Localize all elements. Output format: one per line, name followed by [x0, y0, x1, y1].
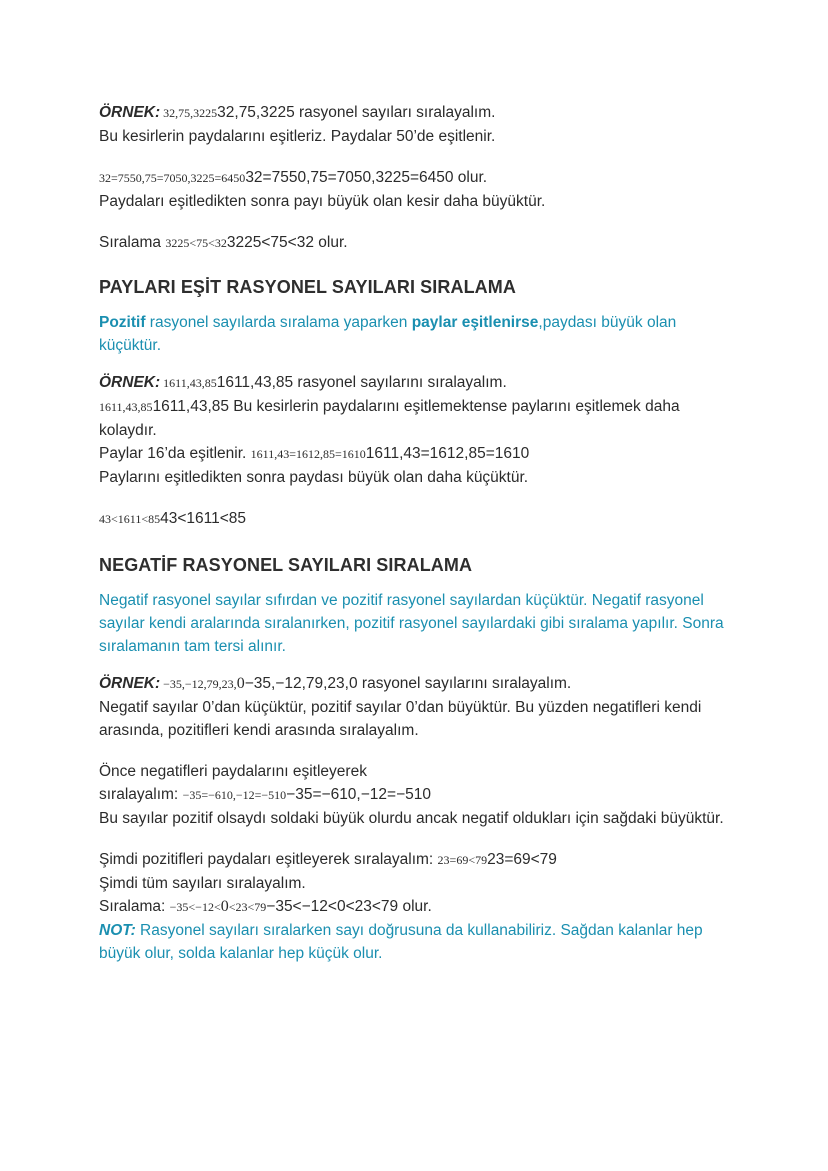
text: 3225<75<32 olur.	[226, 234, 348, 251]
rule-text-2: Negatif rasyonel sayılar sıfırdan ve pozitif rasyonel sayılardan küçüktür. Negatif rasyonel sayılar kendi aralarında sıralanırken, pozitif rasyonel sayılardaki gibi sıralama yapılır. Sonra sıralamanın tam tersi alınır.	[99, 592, 724, 655]
math-inline: 1611,43,85	[99, 400, 153, 414]
math-inline: 0	[236, 675, 245, 692]
example-label: ÖRNEK:	[99, 374, 161, 391]
example-2-line-4: Paylarını eşitledikten sonra paydası büyük olan daha küçüktür.	[99, 469, 529, 486]
example-1-line-1	[99, 101, 739, 125]
bold-term: paylar eşitlenirse	[411, 314, 539, 331]
example-1-line-4: Paydaları eşitledikten sonra payı büyük olan kesir daha büyüktür.	[99, 193, 546, 210]
example-3-line-2: Negatif sayılar 0’dan küçüktür, pozitif sayılar 0’dan büyüktür. Bu yüzden negatifleri kendi arasında, pozitifleri kendi arasında sıralayalım.	[99, 699, 702, 739]
example-2-line-1	[99, 371, 739, 395]
text: 32=7550,75=7050,3225=6450 olur.	[245, 169, 488, 186]
example-1-line-2: Bu kesirlerin paydalarını eşitleriz. Paydalar 50’de eşitlenir.	[99, 128, 496, 145]
text: Rasyonel sayıları sıralarken sayı doğrusuna da kullanabiliriz. Sağdan kalanlar hep büyük olur, solda kalanlar hep küçük olur.	[99, 922, 703, 962]
note-label: NOT:	[99, 922, 136, 939]
math-inline: −35,−12,79,23,	[160, 677, 237, 691]
example-label: ÖRNEK:	[99, 104, 161, 121]
math-inline: 23=69<79	[437, 853, 488, 867]
math-inline: 3225<75<32	[165, 236, 227, 250]
example-1-line-3	[99, 166, 739, 190]
math-inline: <23<79	[228, 900, 267, 914]
text: ,paydası büyük olan küçüktür.	[99, 314, 677, 354]
bold-term: Pozitif	[99, 314, 146, 331]
example-1-line-5	[99, 231, 739, 255]
text: Sıralama	[99, 234, 166, 251]
text: Şimdi pozitifleri paydaları eşitleyerek sıralayalım:	[99, 851, 438, 868]
text: −35,−12,79,23,0 rasyonel sayılarını sıralayalım.	[244, 675, 572, 692]
text: sıralayalım:	[99, 786, 183, 803]
example-2-line-5	[99, 507, 739, 531]
text: 1611,43,85 Bu kesirlerin paydalarını eşitlemektense paylarını eşitlemek daha kolaydır.	[99, 398, 680, 439]
math-inline: −35=−610,−12=−510	[182, 788, 287, 802]
example-3-line-8	[99, 895, 739, 919]
section-heading-negative: NEGATİF RASYONEL SAYILARI SIRALAMA	[99, 555, 473, 575]
math-inline: 32=7550,75=7050,3225=6450	[99, 171, 246, 185]
math-inline: −35<−12<	[169, 900, 221, 914]
math-inline: 43<1611<85	[99, 512, 161, 526]
text: Sıralama:	[99, 898, 170, 915]
example-2-line-3	[99, 442, 739, 466]
document-page	[99, 101, 739, 965]
example-2-line-2	[99, 395, 739, 442]
section-heading-equal-numerators: PAYLARI EŞİT RASYONEL SAYILARI SIRALAMA	[99, 277, 516, 297]
text: 23=69<79	[487, 851, 557, 868]
text: −35=−610,−12=−510	[286, 786, 431, 803]
text: 1611,43=1612,85=1610	[365, 445, 530, 462]
text: 1611,43,85 rasyonel sayılarını sıralayalım.	[216, 374, 507, 391]
text: 32,75,3225 rasyonel sayıları sıralayalım.	[217, 104, 496, 121]
example-label: ÖRNEK:	[99, 675, 161, 692]
math-inline: 32,75,3225	[160, 106, 218, 120]
text: 43<1611<85	[160, 510, 247, 527]
example-3-line-3: Önce negatifleri paydalarını eşitleyerek	[99, 763, 367, 780]
example-3-line-1	[99, 672, 739, 696]
example-3-line-4	[99, 783, 739, 807]
rule-text-1	[99, 311, 739, 357]
example-3-line-6	[99, 848, 739, 872]
text: Paylar 16’da eşitlenir.	[99, 445, 251, 462]
text: rasyonel sayılarda sıralama yaparken	[145, 314, 412, 331]
note-text	[99, 919, 739, 965]
example-3-line-7: Şimdi tüm sayıları sıralayalım.	[99, 875, 306, 892]
example-3-line-5: Bu sayılar pozitif olsaydı soldaki büyük olurdu ancak negatif oldukları için sağdaki büyüktür.	[99, 810, 724, 827]
math-inline: 1611,43=1612,85=1610	[250, 447, 366, 461]
math-inline: 1611,43,85	[160, 376, 217, 390]
math-inline: 0	[220, 898, 229, 915]
text: −35<−12<0<23<79 olur.	[266, 898, 432, 915]
